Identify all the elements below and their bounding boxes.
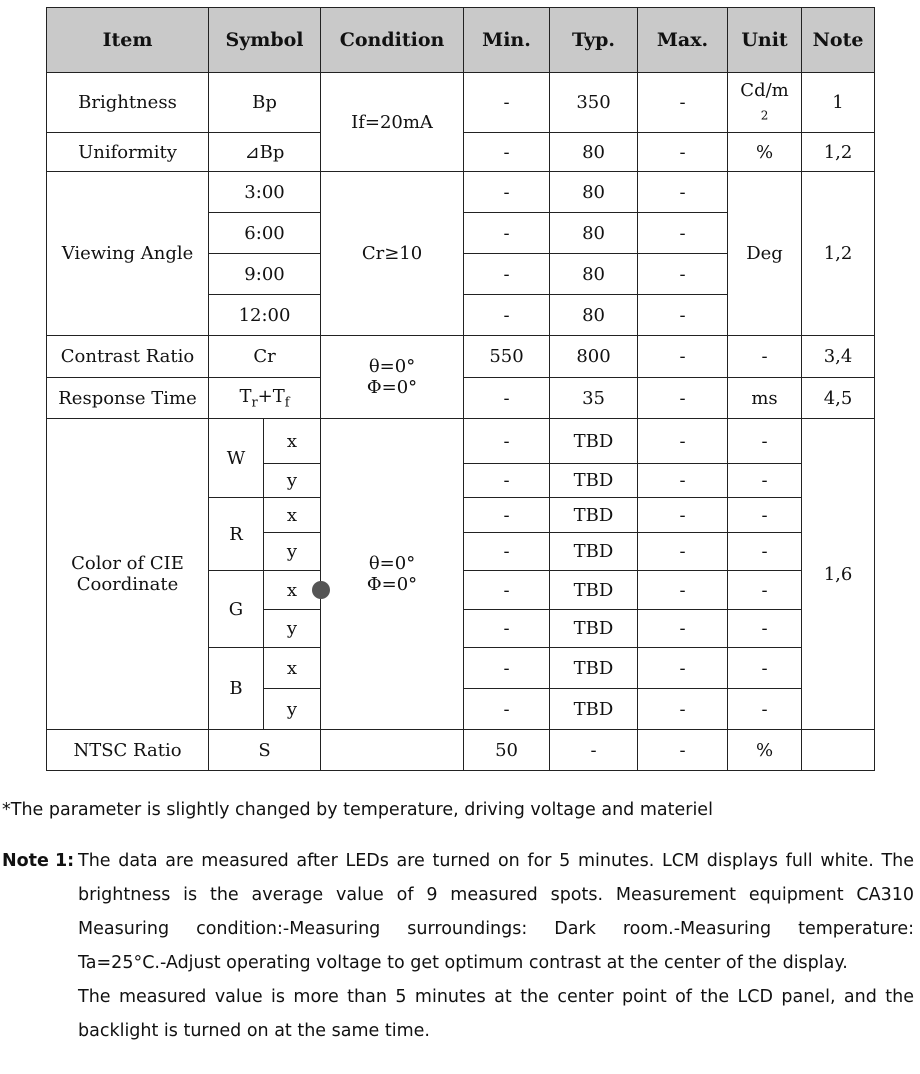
table-row (47, 336, 875, 378)
cie-color-label: G (209, 571, 264, 648)
header-typ: Typ. (550, 8, 638, 73)
theta-condition: θ=0° (368, 356, 416, 377)
header-unit: Unit (728, 8, 802, 73)
cell-note: 1,2 (802, 172, 875, 336)
cell-unit: - (728, 571, 802, 610)
cell-max: - (638, 648, 728, 689)
cie-item-line2: Coordinate (76, 574, 179, 595)
cell-typ: 80 (550, 133, 638, 172)
cell-max: - (638, 610, 728, 648)
cell-typ: TBD (550, 689, 638, 730)
cell-unit: - (728, 464, 802, 498)
cell-unit: Deg (728, 172, 802, 336)
cell-max: - (638, 254, 728, 295)
cell-min: - (464, 295, 550, 336)
cell-min: - (464, 571, 550, 610)
cie-axis: y (264, 533, 321, 571)
cell-max: - (638, 378, 728, 419)
cell-unit (728, 73, 802, 133)
unit-sub: 2 (760, 108, 769, 123)
cell-typ: TBD (550, 571, 638, 610)
note-1-label: Note 1: (2, 851, 75, 871)
cell-typ: 800 (550, 336, 638, 378)
header-max: Max. (638, 8, 728, 73)
symbol-sub-f: f (284, 395, 290, 411)
cie-axis: x (264, 419, 321, 464)
cell-symbol: 9:00 (209, 254, 321, 295)
note-1 (2, 844, 914, 1048)
cell-max: - (638, 336, 728, 378)
unit-text: Cd/m (740, 80, 789, 102)
cie-color-label: R (209, 498, 264, 571)
symbol-t: T (239, 385, 252, 407)
cell-unit: - (728, 419, 802, 464)
cell-condition (321, 419, 464, 730)
cell-typ: 80 (550, 213, 638, 254)
symbol-sub-r: r (251, 395, 258, 411)
cell-min: - (464, 133, 550, 172)
cell-unit: - (728, 336, 802, 378)
cell-unit: ms (728, 378, 802, 419)
cell-typ: TBD (550, 610, 638, 648)
header-row (47, 8, 875, 73)
cell-min: - (464, 378, 550, 419)
cell-typ: TBD (550, 533, 638, 571)
note-1-line: backlight is turned on at the same time. (78, 1021, 430, 1041)
cell-min: - (464, 648, 550, 689)
note-1-line: brightness is the average value of 9 measured spots. Measurement equipment CA310 (78, 885, 914, 905)
cell-note: 1 (802, 73, 875, 133)
cell-typ: 80 (550, 254, 638, 295)
cie-axis: y (264, 464, 321, 498)
table-row (47, 172, 875, 213)
cell-unit: - (728, 610, 802, 648)
cell-typ: 80 (550, 295, 638, 336)
cell-condition: If=20mA (321, 73, 464, 172)
cell-min: - (464, 498, 550, 533)
cell-min: - (464, 419, 550, 464)
cell-max: - (638, 464, 728, 498)
cie-axis: x (264, 498, 321, 533)
cell-typ: TBD (550, 419, 638, 464)
cell-min: 50 (464, 730, 550, 771)
header-min: Min. (464, 8, 550, 73)
cell-typ: 80 (550, 172, 638, 213)
cell-min: - (464, 254, 550, 295)
cell-item: Brightness (47, 73, 209, 133)
cell-min: - (464, 533, 550, 571)
cell-typ: TBD (550, 464, 638, 498)
note-1-line: Ta=25°C.-Adjust operating voltage to get optimum contrast at the center of the display. (78, 953, 848, 973)
header-symbol: Symbol (209, 8, 321, 73)
note-1-line: The measured value is more than 5 minutes at the center point of the LCD panel, and the (78, 987, 914, 1007)
cie-item-line1: Color of CIE (71, 553, 184, 574)
cie-color-label: W (209, 419, 264, 498)
cell-typ: 350 (550, 73, 638, 133)
cell-unit: % (728, 133, 802, 172)
theta-condition: θ=0° (368, 553, 416, 574)
cell-symbol: ⊿Bp (209, 133, 321, 172)
cell-max: - (638, 133, 728, 172)
cell-item: Viewing Angle (47, 172, 209, 336)
note-1-line: Measuring condition:-Measuring surroundings: Dark room.-Measuring temperature: (78, 919, 914, 939)
cell-max: - (638, 419, 728, 464)
cell-symbol: S (209, 730, 321, 771)
cell-max: - (638, 172, 728, 213)
cell-max: - (638, 498, 728, 533)
cell-symbol: Bp (209, 73, 321, 133)
phi-condition: Φ=0° (366, 574, 418, 595)
cie-axis: x (264, 571, 321, 610)
cie-axis: x (264, 648, 321, 689)
cell-unit: - (728, 498, 802, 533)
note-1-line: The data are measured after LEDs are turned on for 5 minutes. LCM displays full white. The (78, 851, 914, 871)
cell-max: - (638, 213, 728, 254)
cell-condition: Cr≥10 (321, 172, 464, 336)
header-note: Note (802, 8, 875, 73)
header-condition: Condition (321, 8, 464, 73)
cell-unit: - (728, 689, 802, 730)
cell-min: - (464, 213, 550, 254)
cursor-dot-icon (312, 581, 330, 599)
table-row (47, 419, 875, 464)
cell-item (47, 419, 209, 730)
cell-max: - (638, 533, 728, 571)
cell-max: - (638, 689, 728, 730)
table-row (47, 73, 875, 133)
cie-color-label: B (209, 648, 264, 730)
cell-unit: - (728, 533, 802, 571)
cell-item: Contrast Ratio (47, 336, 209, 378)
table-row (47, 730, 875, 771)
note-1-body (78, 844, 914, 1048)
cell-max: - (638, 571, 728, 610)
cell-symbol (209, 378, 321, 419)
cie-axis: y (264, 610, 321, 648)
cell-note: 4,5 (802, 378, 875, 419)
cell-item: Uniformity (47, 133, 209, 172)
cell-max: - (638, 730, 728, 771)
phi-condition: Φ=0° (366, 377, 418, 398)
cell-item: Response Time (47, 378, 209, 419)
cell-min: 550 (464, 336, 550, 378)
cell-typ: 35 (550, 378, 638, 419)
cell-min: - (464, 464, 550, 498)
cell-symbol: 6:00 (209, 213, 321, 254)
cell-unit: - (728, 648, 802, 689)
cell-min: - (464, 172, 550, 213)
cell-note: 3,4 (802, 336, 875, 378)
cell-min: - (464, 73, 550, 133)
cell-note: 1,2 (802, 133, 875, 172)
cell-item: NTSC Ratio (47, 730, 209, 771)
cell-symbol: Cr (209, 336, 321, 378)
cell-symbol: 3:00 (209, 172, 321, 213)
cell-condition (321, 730, 464, 771)
cell-symbol: 12:00 (209, 295, 321, 336)
cell-min: - (464, 610, 550, 648)
cell-typ: - (550, 730, 638, 771)
cell-typ: TBD (550, 498, 638, 533)
cell-max: - (638, 295, 728, 336)
cell-max: - (638, 73, 728, 133)
cell-note: 1,6 (802, 419, 875, 730)
cell-min: - (464, 689, 550, 730)
asterisk-note: *The parameter is slightly changed by temperature, driving voltage and materiel (2, 800, 713, 820)
header-item: Item (47, 8, 209, 73)
cell-typ: TBD (550, 648, 638, 689)
cell-unit: % (728, 730, 802, 771)
cell-note (802, 730, 875, 771)
spec-table (46, 7, 875, 771)
symbol-plus-t: +T (257, 385, 285, 407)
cie-axis: y (264, 689, 321, 730)
cell-condition (321, 336, 464, 419)
